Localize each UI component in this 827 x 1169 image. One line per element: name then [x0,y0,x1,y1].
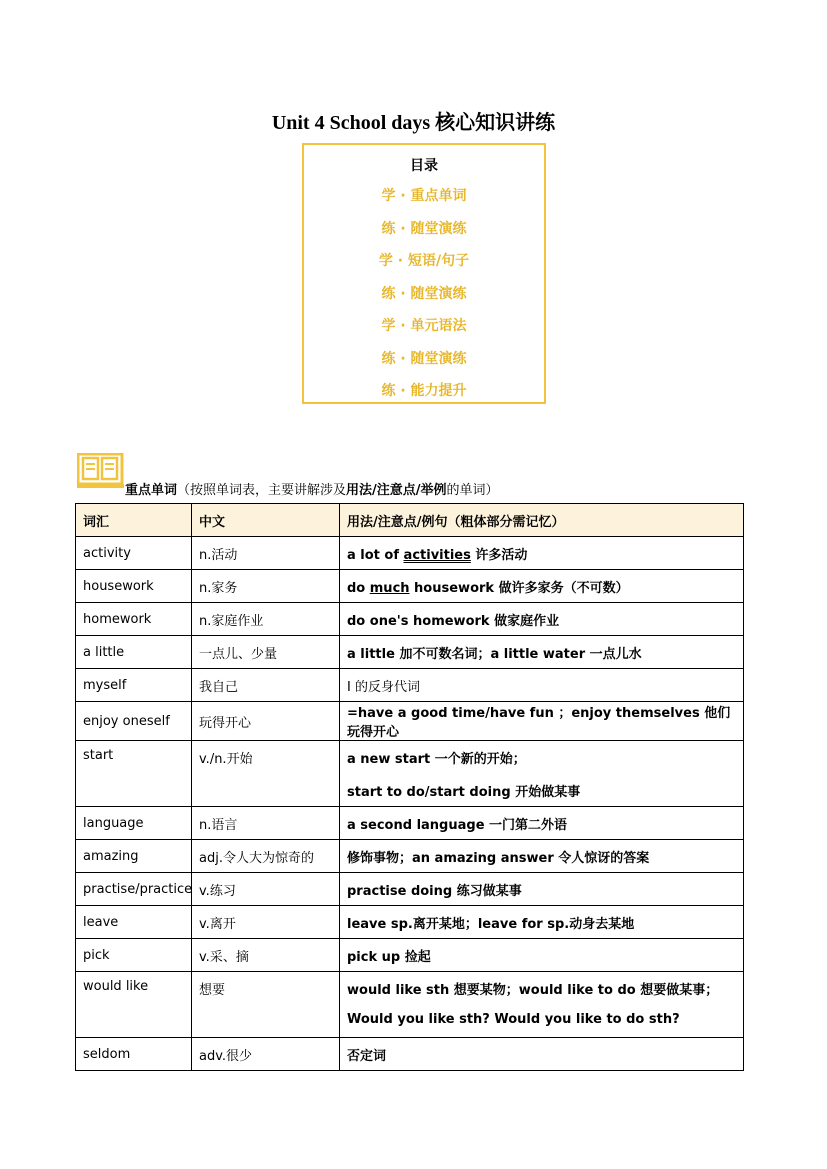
table-row [76,840,744,873]
usage-line: a new start 一个新的开始； [347,752,526,767]
usage-text: housework 做许多家务（不可数） [409,580,629,596]
usage-cell: leave sp.离开某地；leave for sp.动身去某地 [340,906,744,939]
chinese-cell: v.采、摘 [192,939,340,972]
usage-cell: pick up 捡起 [340,939,744,972]
usage-cell: 修饰事物；an amazing answer 令人惊讶的答案 [340,840,744,873]
word-cell: a little [76,636,192,669]
word-cell: start [76,741,192,807]
table-row [76,906,744,939]
usage-cell [340,972,744,1038]
table-header-row [76,504,744,537]
chinese-cell: n.家庭作业 [192,603,340,636]
toc-item-phrases[interactable]: 学 · 短语/句子 [378,253,470,269]
section-heading [125,479,499,498]
table-of-contents [302,143,546,404]
usage-cell [340,537,744,570]
usage-cell [340,570,744,603]
chinese-cell: 想要 [192,972,340,1038]
chinese-cell: adj.令人大为惊奇的 [192,840,340,873]
word-cell: pick [76,939,192,972]
chinese-cell: 我自己 [192,669,340,702]
usage-line: start to do/start doing 开始做某事 [347,785,581,800]
header-chinese: 中文 [192,504,340,537]
section-label: 重点单词 [125,483,178,498]
book-icon [77,453,125,493]
usage-text: 许多活动 [470,547,528,563]
table-row [76,570,744,603]
table-row [76,972,744,1038]
word-cell: homework [76,603,192,636]
word-cell: leave [76,906,192,939]
toc-item-improvement[interactable]: 练 · 能力提升 [381,383,467,399]
usage-text: do [347,580,370,596]
section-note-a: （按照单词表，主要讲解涉及 [177,483,347,498]
chinese-cell: v.离开 [192,906,340,939]
word-cell: practise/practice [76,873,192,906]
usage-underlined: activities [403,547,471,563]
usage-cell [340,741,744,807]
word-cell: language [76,807,192,840]
toc-item-practice-1[interactable]: 练 · 随堂演练 [381,221,467,237]
usage-cell: I 的反身代词 [340,669,744,702]
usage-cell: do one's homework 做家庭作业 [340,603,744,636]
chinese-cell: 一点儿、少量 [192,636,340,669]
section-note-c: 的单词） [446,483,499,498]
toc-item-practice-3[interactable]: 练 · 随堂演练 [381,351,467,367]
word-cell: enjoy oneself [76,702,192,741]
word-cell: myself [76,669,192,702]
usage-line: would like sth 想要某物；would like to do 想要做某事； [347,983,719,998]
word-cell: amazing [76,840,192,873]
table-row [76,741,744,807]
section-note-b: 用法/注意点/举例 [346,483,447,498]
usage-text: a lot of [347,547,404,563]
table-row [76,636,744,669]
table-row [76,702,744,741]
table-row [76,603,744,636]
chinese-cell: n.活动 [192,537,340,570]
table-row [76,807,744,840]
usage-cell: practise doing 练习做某事 [340,873,744,906]
vocabulary-table [75,503,744,1071]
chinese-cell: adv.很少 [192,1038,340,1071]
toc-item-practice-2[interactable]: 练 · 随堂演练 [381,286,467,302]
page-title: Unit 4 School days 核心知识讲练 [271,112,556,134]
table-row [76,669,744,702]
toc-item-grammar[interactable]: 学 · 单元语法 [381,318,467,334]
word-cell: would like [76,972,192,1038]
chinese-cell: v./n.开始 [192,741,340,807]
chinese-cell: n.家务 [192,570,340,603]
usage-cell: 否定词 [340,1038,744,1071]
table-row [76,537,744,570]
header-usage: 用法/注意点/例句（粗体部分需记忆） [340,504,744,537]
chinese-cell: 玩得开心 [192,702,340,741]
toc-item-vocabulary[interactable]: 学 · 重点单词 [381,188,467,204]
chinese-cell: n.语言 [192,807,340,840]
usage-cell: a second language 一门第二外语 [340,807,744,840]
word-cell: activity [76,537,192,570]
word-cell: seldom [76,1038,192,1071]
table-row [76,939,744,972]
chinese-cell: v.练习 [192,873,340,906]
usage-line: Would you like sth? Would you like to do sth? [347,1012,680,1027]
usage-cell: =have a good time/have fun ；enjoy themselves 他们玩得开心 [340,702,744,741]
toc-heading: 目录 [410,158,438,174]
table-row [76,1038,744,1071]
table-row [76,873,744,906]
usage-cell: a little 加不可数名词；a little water 一点儿水 [340,636,744,669]
word-cell: housework [76,570,192,603]
usage-underlined: much [369,580,410,596]
header-word: 词汇 [76,504,192,537]
